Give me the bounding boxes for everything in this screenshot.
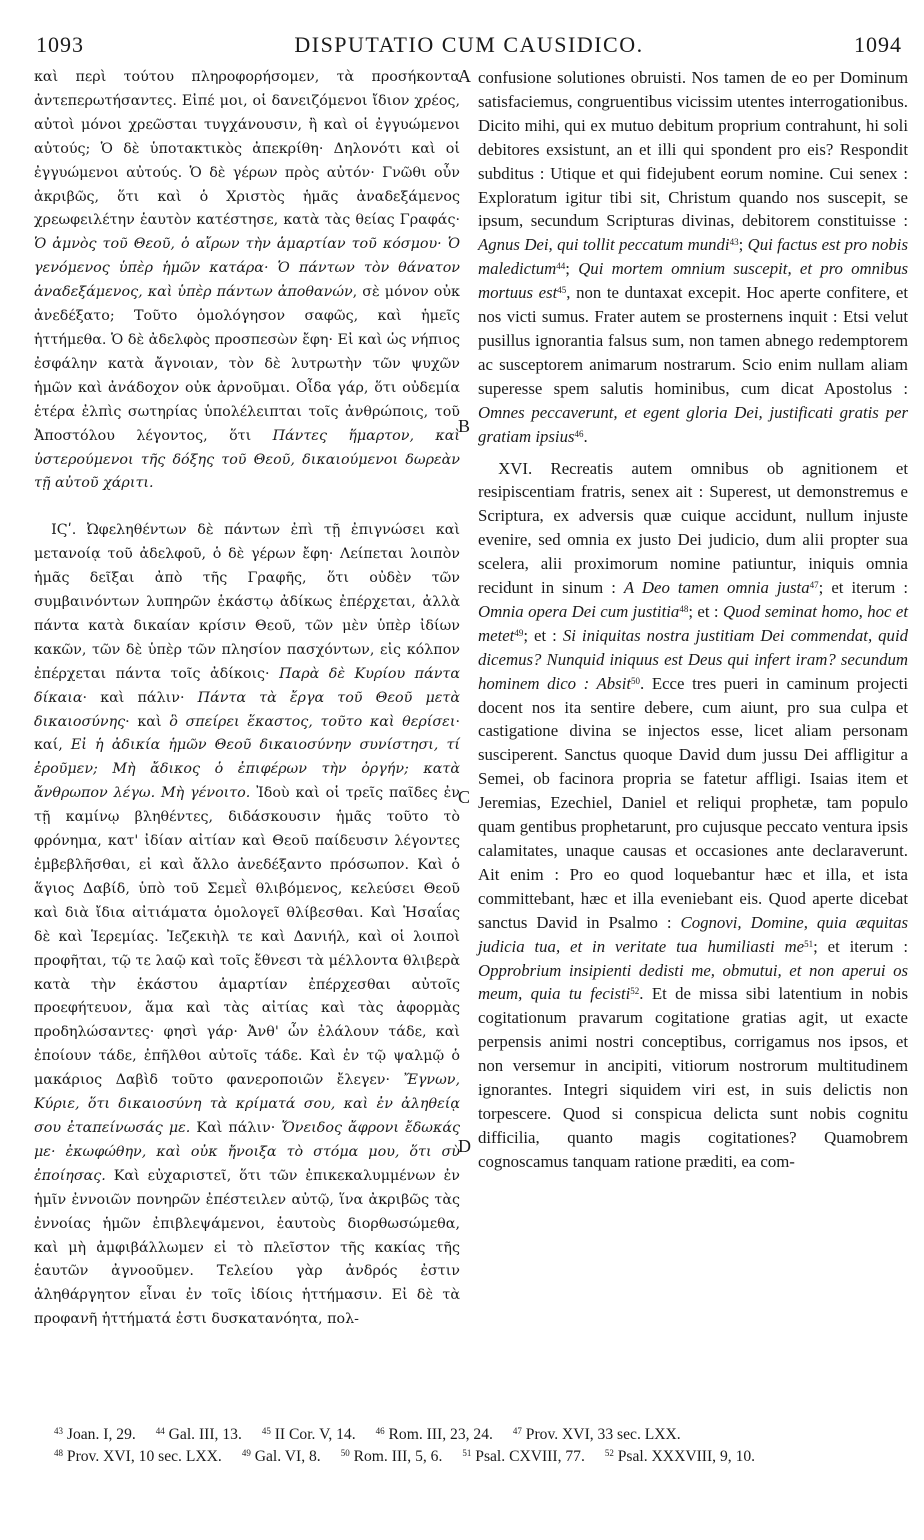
quoted-scripture: Παρὰ δὲ Κυρίου πάντα δίκαια xyxy=(34,665,460,706)
footnote xyxy=(262,1426,356,1443)
footnote xyxy=(605,1448,755,1465)
quoted-scripture: Opprobrium insipienti dedisti me, obmutui, et non aperui os meum, quia tu fecisti xyxy=(478,960,908,1004)
footnote-ref: 44 xyxy=(556,261,566,272)
quoted-scripture: Πάντες ἥμαρτον, καὶ ὑστερούμενοι τῆς δόξης τοῦ Θεοῦ, δικαιούμενοι δωρεὰν τῇ αὐτοῦ χάριτι. xyxy=(34,427,460,492)
running-title: DISPUTATIO CUM CAUSIDICO. xyxy=(294,32,644,57)
quoted-scripture: Qui factus est pro nobis maledictum xyxy=(478,235,908,279)
footnote-ref: 51 xyxy=(804,938,814,949)
quoted-scripture: A Deo tamen omnia justa xyxy=(623,578,810,598)
footnote-text: Rom. III, 23, 24. xyxy=(384,1426,493,1443)
footnote-number: 47 xyxy=(512,1426,522,1436)
text-run: καὶ περὶ τούτου πληροφορήσομεν, τὰ προσήκοντα ἀντεπερωτήσαντες. Εἰπέ μοι, οἱ δανειζόμενοι ἴδιον χρέος, αὐτοὶ μόνοι χρεῶσται τυγχάνουσιν, ἢ καὶ οἱ ἐγγυώμενοι αὐτούς; Ὁ δὲ ὑποτακτικὸς ἀπεκρίθη· Δηλονότι καὶ οἱ ἐγγυώμενοι αὐτούς. Ὁ δὲ γέρων πρὸς αὐτόν· Γνῶθι οὖν ἀκριβῶς, ὅτι καὶ ὁ Χριστὸς ἡμᾶς ἀναδεξάμενος χρεωφειλέτην ἑαυτὸν κατέστησε, κατὰ τὰς θείας Γραφάς· xyxy=(34,69,460,229)
footnote-text: Rom. III, 5, 6. xyxy=(349,1448,443,1465)
text-run: ; et iterum : xyxy=(813,936,908,956)
text-run: . Ecce tres pueri in caminum projecti docent nos ita sentire debere, cum aiunt, pro sua culpa et castigatione divina se injectos esse, licet aliam personam susciperent. Sanctus quoque David dum jussu Dei affligitur a Semei, ob facinora propria se fatetur affligi. Isaias item et Jeremias, Ezechiel, Daniel et reliqui prophetæ, tam populo quam gentibus prophetarunt, pro cujusque peccato ventura ipsis calamitates, unaque causas et occasiones ante declaraverunt. Ait enim : Pro eo quod loquebantur hæc et illa, et ista committebant, hæc et illa eveniebant eis. Quod aperte dicebat sanctus David in Psalmo : xyxy=(478,673,908,932)
text-run: Καὶ πάλιν· xyxy=(190,1119,282,1136)
text-run: ; et : xyxy=(688,601,723,621)
footnote-ref: 50 xyxy=(631,675,641,686)
footnote-ref: 49 xyxy=(514,627,524,638)
text-run: ; xyxy=(738,235,748,255)
footnote-ref: 52 xyxy=(630,986,640,997)
footnote-ref: 43 xyxy=(729,237,739,248)
margin-marker: D xyxy=(458,1136,471,1156)
quoted-scripture: Ἔγνων, Κύριε, ὅτι δικαιοσύνη τὰ κρίματά σου, καὶ ἐν ἀληθείᾳ σου ἐταπείνωσάς με. xyxy=(34,1072,460,1136)
footnote xyxy=(341,1448,443,1465)
footnote-number: 49 xyxy=(241,1448,251,1458)
footnote-number: 44 xyxy=(155,1426,165,1436)
quoted-scripture: Si iniquitas nostra justitiam Dei commendat, quid dicemus? Nunquid iniquus est Deus qui infert iram? secundum hominem dico : Absit xyxy=(478,625,908,693)
footnote-number: 46 xyxy=(375,1426,385,1436)
latin-paragraph xyxy=(478,457,908,1174)
footnote-number: 48 xyxy=(54,1448,63,1458)
footnotes xyxy=(54,1424,902,1468)
footnote xyxy=(242,1448,321,1465)
page-number-left: 1093 xyxy=(36,32,84,57)
text-run: , non te duntaxat excepit. Hoc aperte confitere, et nos victi sumus. Frater autem se prosternens inquit : Etsi velut pusillus ignorantia falsus sum, non tamen abnego redemptorem ac susceptorem animarum nostrarum. Scio enim nullam aliam superesse spem salutis hominibus, cum dicat Apostolus : xyxy=(478,283,908,398)
quoted-scripture: Quod seminat homo, hoc et metet xyxy=(478,601,908,645)
footnote-number: 50 xyxy=(340,1448,350,1458)
footnote-text: Prov. XVI, 10 sec. LXX. xyxy=(63,1448,222,1465)
text-run: , σὲ μόνον οὐκ ἀνεδέξατο; Τοῦτο ὁμολόγησον σαφῶς, καὶ ἡμεῖς ἡττήμεθα. Ὁ δὲ ἀδελφὸς προσπεσὼν ἔφη· Εἰ καὶ ὡς νήπιος ἐσφάλην κατὰ ἄγνοιαν, τὸν δὲ λυτρωτὴν τῶν ψυχῶν ἡμῶν καὶ ἀνάδοχον οὐκ ἀρνοῦμαι. Οἶδα γάρ, ὅτι οὐδεμία ἑτέρα ἐλπὶς σωτηρίας ὑπολέλειπται τοῖς ἀνθρώποις, τοῦ Ἀποστόλου λέγοντος, ὅτι xyxy=(34,284,460,444)
text-run: · καί, xyxy=(34,713,460,754)
footnote-text: Joan. I, 29. xyxy=(63,1426,136,1443)
text-run: Καὶ εὐχαριστεῖ, ὅτι τῶν ἐπικεκαλυμμένων ἐν ἡμῖν ἐννοιῶν πονηρῶν ἐπέστειλεν αὐτῷ, ἵνα ἀκριβῶς τὰς ἐννοίας ἡμῶν ἐπιβλεψάμενοι, ἑαυτοὺς διορθωσώμεθα, καὶ μὴ ἀμφιβάλλωμεν εἰ τὸ πλεῖστον τῆς κακίας τῆς ἑαυτῶν ἀγνοοῦμεν. Τελείου γὰρ ἀνδρός ἐστιν ἀληθάργητον εἶναι ἐν τοῖς ἰδίοις ἡττήμασιν. Εἰ δὲ τὰ προφανῆ ἡττήματά ἐστι δυσκατανόητα, πολ- xyxy=(34,1167,460,1328)
margin-marker: A xyxy=(458,66,471,86)
margin-marker: B xyxy=(458,416,471,436)
page-number-right: 1094 xyxy=(854,32,902,57)
text-run: . Et de missa sibi latentium in nobis cogitationum pravarum cogitatione gratias agit, ut exacte perpensis animi nostri conceptibus, corrigamus nos ipsos, et non versemur in ancipiti, vitiorum nostrorum multitudinem ignorantes. Integri siquidem viri est, in suis delictis non torpescere. Quod si conspicua delicta sunt nobis cognitu difficilia, quanto magis cogitationes? Quamobrem cognoscamus tanquam ratione præditi, ea com- xyxy=(478,984,908,1171)
footnote xyxy=(513,1426,681,1443)
quoted-scripture: Ὁ ἀμνὸς τοῦ Θεοῦ, ὁ αἴρων τὴν ἁμαρτίαν τοῦ κόσμου· Ὁ γενόμενος ὑπὲρ ἡμῶν κατάρα· Ὁ πάντων τὸν θάνατον ἀναδεξάμενος, καὶ ὑπὲρ πάντων ἀποθανών xyxy=(34,236,460,301)
footnote xyxy=(462,1448,584,1465)
text-run: · καὶ xyxy=(125,713,170,730)
footnote-ref: 46 xyxy=(574,428,584,439)
footnote-text: Gal. VI, 8. xyxy=(250,1448,321,1465)
footnote-ref: 45 xyxy=(557,285,567,296)
text-run: . xyxy=(583,426,588,446)
text-run: ; xyxy=(565,259,579,279)
running-header xyxy=(36,32,902,62)
greek-column xyxy=(34,66,460,1332)
text-run: ΙϚʹ. Ὠφεληθέντων δὲ πάντων ἐπὶ τῇ ἐπιγνώσει καὶ μετανοίᾳ τοῦ ἀδελφοῦ, ὁ δὲ γέρων ἔφη· Λείπεται λοιπὸν ἡμᾶς δεῖξαι ἀπὸ τῆς Γραφῆς, ὅτι οὐδὲν τῶν συμβαινόντων λυπηρῶν ἑκάστῳ ἀδίκως ἐπέρχεται, ἀλλὰ πάντα κατὰ δικαίαν κρίσιν Θεοῦ, τῶν μὲν ὑπὲρ ἰδίων κακῶν, τῶν δὲ ὑπὲρ τῶν πλησίον πασχόντων, εἰς κόλπον ἐπέρχεται πάντα τοῖς ἀδίκοις· xyxy=(34,522,460,682)
text-run: XVI. Recreatis autem omnibus ob agnitionem et resipiscentiam fratris, senex ait : Superest, ut demonstremus e Scriptura, ex adversis quæ cuique accidunt, nullum injuste evenire, sed omnia ex justo Dei judicio, dum alii propter sua scelera, alii proximorum nomine patiuntur, iniquis omnia recidunt in sinum : xyxy=(478,458,908,598)
quoted-scripture: Ὄνειδος ἄφρονι ἔδωκάς με· ἐκωφώθην, καὶ οὐκ ἤνοιξα τὸ στόμα μου, ὅτι σὺ ἐποίησας. xyxy=(34,1119,460,1184)
text-run: Ἰδοὺ καὶ οἱ τρεῖς παῖδες ἐν τῇ καμίνῳ βληθέντες, διδάσκουσιν ἡμᾶς τοῦτο τὸ φρόνημα, κατ' ἰδίαν αἰτίαν καὶ Θεοῦ παίδευσιν λέγοντες ἐμβεβλῆσθαι, εἰ καὶ ἄλλο ἀνεδέξαντο πρόσωπον. Καὶ ὁ ἅγιος Δαβίδ, ὑπὸ τοῦ Σεμεῒ θλιβόμενος, κελεύσει Θεοῦ καὶ διὰ ἴδια αἰτιάματα ὁμολογεῖ θλίβεσθαι. Καὶ Ἡσαΐας δὲ καὶ Ἱερεμίας. Ἰεζεκιὴλ τε καὶ Δανιήλ, καὶ οἱ λοιποὶ προφῆται, τῷ τε λαῷ καὶ τοῖς ἔθνεσι τὰ μέλλοντα θλιβερὰ κατὰ τὴν ἑκάστου ἁμαρτίαν ἐπέρχεσθαι αὐτοῖς προεφήτευον, ἅμα καὶ τὰς αἰτίας καὶ τὰς ἀφορμὰς προδηλώσαντες· φησὶ γάρ· Ἀνθ' ὧν ἐλάλουν τάδε, καὶ ἐποίουν τάδε, ἐπῆλθοι αὐτοῖς τάδε. Καὶ ἐν τῷ ψαλμῷ ὁ μακάριος Δαβὶδ τοῦτο φανεροποιῶν ἔλεγεν· xyxy=(34,785,460,1089)
latin-paragraph xyxy=(478,66,908,449)
footnote xyxy=(54,1426,136,1443)
footnote-number: 45 xyxy=(261,1426,271,1436)
latin-column xyxy=(478,66,908,1174)
margin-marker: C xyxy=(458,787,471,807)
quoted-scripture: Omnia opera Dei cum justitia xyxy=(478,601,680,621)
quoted-scripture: Omnes peccaverunt, et egent gloria Dei, justificati gratis per gratiam ipsius xyxy=(478,402,908,446)
footnote-text: Psal. CXVIII, 77. xyxy=(471,1448,585,1465)
footnote xyxy=(54,1448,222,1465)
footnote-number: 52 xyxy=(604,1448,614,1458)
footnote-text: Gal. III, 13. xyxy=(164,1426,242,1443)
quoted-scripture: Qui mortem omnium suscepit, et pro omnibus mortuus est xyxy=(478,259,908,303)
greek-paragraph xyxy=(34,66,460,496)
quoted-scripture: Cognovi, Domine, quia æquitas judicia tua, et in veritate tua humiliasti me xyxy=(478,912,908,956)
footnote-ref: 47 xyxy=(809,580,819,591)
footnote-number: 51 xyxy=(462,1448,472,1458)
footnote-line xyxy=(54,1424,902,1446)
footnote xyxy=(376,1426,493,1443)
text-run: ; et : xyxy=(523,625,563,645)
quoted-scripture: Agnus Dei, qui tollit peccatum mundi xyxy=(478,235,730,255)
quoted-scripture: Εἰ ἡ ἀδικία ἡμῶν Θεοῦ δικαιοσύνην συνίστησι, τί ἐροῦμεν; Μὴ ἄδικος ὁ ἐπιφέρων τὴν ὀργήν; κατὰ ἄνθρωπον λέγω. Μὴ γένοιτο. xyxy=(34,737,460,802)
greek-paragraph xyxy=(34,519,460,1332)
quoted-scripture: Πάντα τὰ ἔργα τοῦ Θεοῦ μετὰ δικαιοσύνης xyxy=(34,689,460,730)
text-run: · καὶ πάλιν· xyxy=(82,689,198,706)
text-run: confusione solutiones obruisti. Nos tamen de eo per Dominum satisfaciemus, congruentibus vicissim utentes interrogationibus. Dicito mihi, qui ex mutuo debitum proprium contrahunt, hi soli debitores exsistunt, an et illi qui spondent pro eis? Respondit subditus : Utique et qui fidejubent eorum nomine. Cui senex : Exploratum igitur tibi sit, Christum quando nos suscepit, se ipsum, secundum Scripturas divinas, debitorem constituisse : xyxy=(478,68,908,231)
footnote-line xyxy=(54,1446,902,1468)
footnote xyxy=(156,1426,242,1443)
quoted-scripture: ὃ σπείρει ἕκαστος, τοῦτο καὶ θερίσει xyxy=(169,713,456,730)
footnote-number: 43 xyxy=(54,1426,63,1436)
footnote-text: Psal. XXXVIII, 9, 10. xyxy=(613,1448,756,1465)
text-run: ; et iterum : xyxy=(818,578,909,598)
footnote-text: Prov. XVI, 33 sec. LXX. xyxy=(521,1426,681,1443)
footnote-ref: 48 xyxy=(679,603,689,614)
footnote-text: II Cor. V, 14. xyxy=(270,1426,356,1443)
